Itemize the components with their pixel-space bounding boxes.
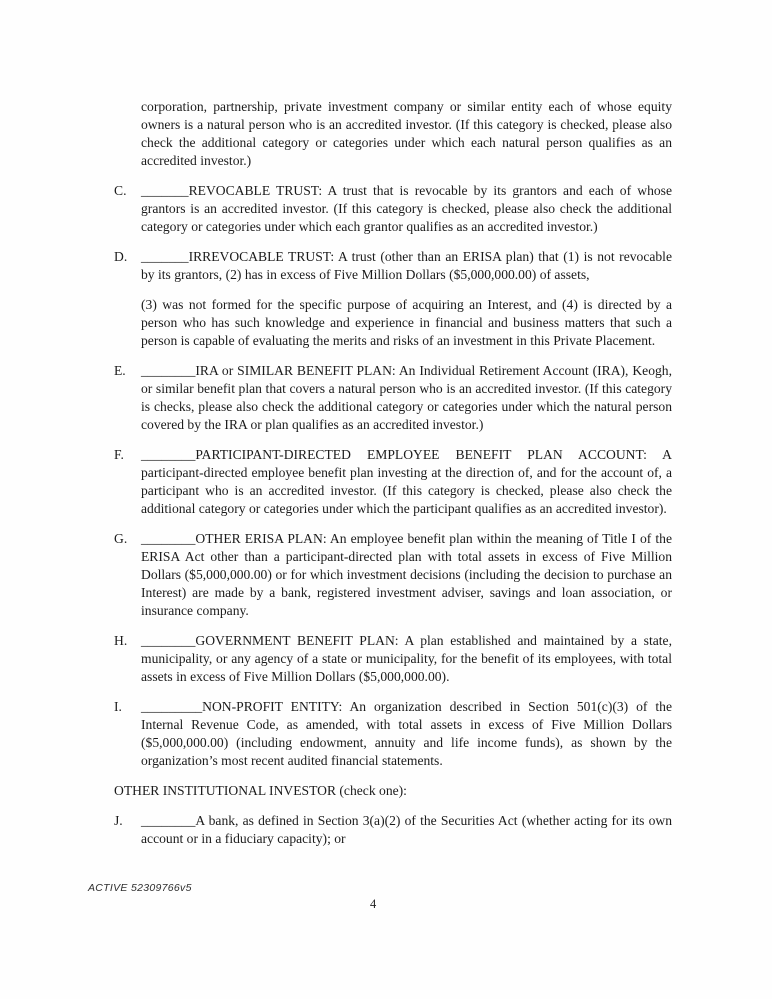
item-g-text: OTHER ERISA PLAN: An employee benefit plan within the meaning of Title I of the ERISA Act other than a participant-directed plan with total assets in excess of Five Million Dollars ($5,000,000.00) or for which investment decisions (including the decision to purchase an Interest) are made by a bank, registered investment adviser, savings and loan association, or insurance company. — [141, 531, 672, 618]
item-j-text: A bank, as defined in Section 3(a)(2) of the Securities Act (whether acting for its own account or in a fiduciary capacity); or — [141, 813, 672, 846]
item-e-body — [141, 362, 672, 434]
item-h-letter: H. — [114, 633, 128, 648]
item-d-continuation: (3) was not formed for the specific purpose of acquiring an Interest, and (4) is directed by a person who has such knowledge and experience in financial and business matters that such a person is capable of evaluating the merits and risks of an investment in this Private Placement. — [141, 297, 672, 348]
item-h-body — [141, 632, 672, 686]
item-i-letter: I. — [114, 699, 122, 714]
item-g-letter: G. — [114, 531, 128, 546]
item-d-text: IRREVOCABLE TRUST: A trust (other than an ERISA plan) that (1) is not revocable by its grantors, (2) has in excess of Five Million Dollars ($5,000,000.00) of assets, — [141, 249, 672, 282]
item-c-text: REVOCABLE TRUST: A trust that is revocable by its grantors and each of whose grantors is an accredited investor. (If this category is checked, please also check the additional category or categories under which each grantor qualifies as an accredited investor.) — [141, 183, 672, 234]
item-e-text: IRA or SIMILAR BENEFIT PLAN: An Individual Retirement Account (IRA), Keogh, or similar benefit plan that covers a natural person who is an accredited investor. (If this category is checks, please also check the additional category or categories under which the natural person covered by the IRA or plan qualifies as an accredited investor.) — [141, 363, 672, 432]
item-g-blank-line: ________ — [141, 531, 196, 546]
item-i-text: NON-PROFIT ENTITY: An organization described in Section 501(c)(3) of the Internal Revenue Code, as amended, with total assets in excess of Five Million Dollars ($5,000,000.00) (including endowment, annuity and life income funds), as shown by the organization’s most recent audited financial statements. — [141, 699, 672, 768]
page-number: 4 — [370, 897, 377, 911]
intro-paragraph: corporation, partnership, private investment company or similar entity each of whose equity owners is a natural person who is an accredited investor. (If this category is checked, please also check the additional category or categories under which each natural person qualifies as an accredited investor.) — [141, 99, 672, 168]
item-g-body — [141, 530, 672, 620]
document-content — [114, 98, 672, 848]
item-f — [114, 446, 672, 518]
item-h-blank-line: ________ — [141, 633, 196, 648]
item-d — [114, 248, 672, 284]
item-e — [114, 362, 672, 434]
item-i-body — [141, 698, 672, 770]
item-g — [114, 530, 672, 620]
item-j — [114, 812, 672, 848]
item-h — [114, 632, 672, 686]
item-i — [114, 698, 672, 770]
item-f-body — [141, 446, 672, 518]
item-f-letter: F. — [114, 447, 124, 462]
item-e-blank-line: ________ — [141, 363, 196, 378]
item-d-letter: D. — [114, 249, 128, 264]
item-h-text: GOVERNMENT BENEFIT PLAN: A plan established and maintained by a state, municipality, or any agency of a state or municipality, for the benefit of its employees, with total assets in excess of Five Million Dollars ($5,000,000.00). — [141, 633, 672, 684]
item-c-body — [141, 182, 672, 236]
item-c — [114, 182, 672, 236]
item-e-letter: E. — [114, 363, 126, 378]
item-c-blank-line: _______ — [141, 183, 189, 198]
item-j-body — [141, 812, 672, 848]
item-c-letter: C. — [114, 183, 127, 198]
item-j-blank-line: ________ — [141, 813, 196, 828]
footer-document-id: ACTIVE 52309766v5 — [88, 882, 192, 894]
item-i-blank-line: _________ — [141, 699, 203, 714]
item-d-blank-line: _______ — [141, 249, 189, 264]
section-heading-other-institutional-investor: OTHER INSTITUTIONAL INVESTOR (check one): — [114, 783, 407, 798]
item-f-text: PARTICIPANT-DIRECTED EMPLOYEE BENEFIT PLAN ACCOUNT: A participant-directed employee benefit plan investing at the direction of, and for the account of, a participant who is an accredited investor. (If this category is checked, please also check the additional category or categories under which the participant qualifies as an accredited investor). — [141, 447, 672, 516]
item-d-body — [141, 248, 672, 284]
item-f-blank-line: ________ — [141, 447, 196, 462]
item-j-letter: J. — [114, 813, 123, 828]
